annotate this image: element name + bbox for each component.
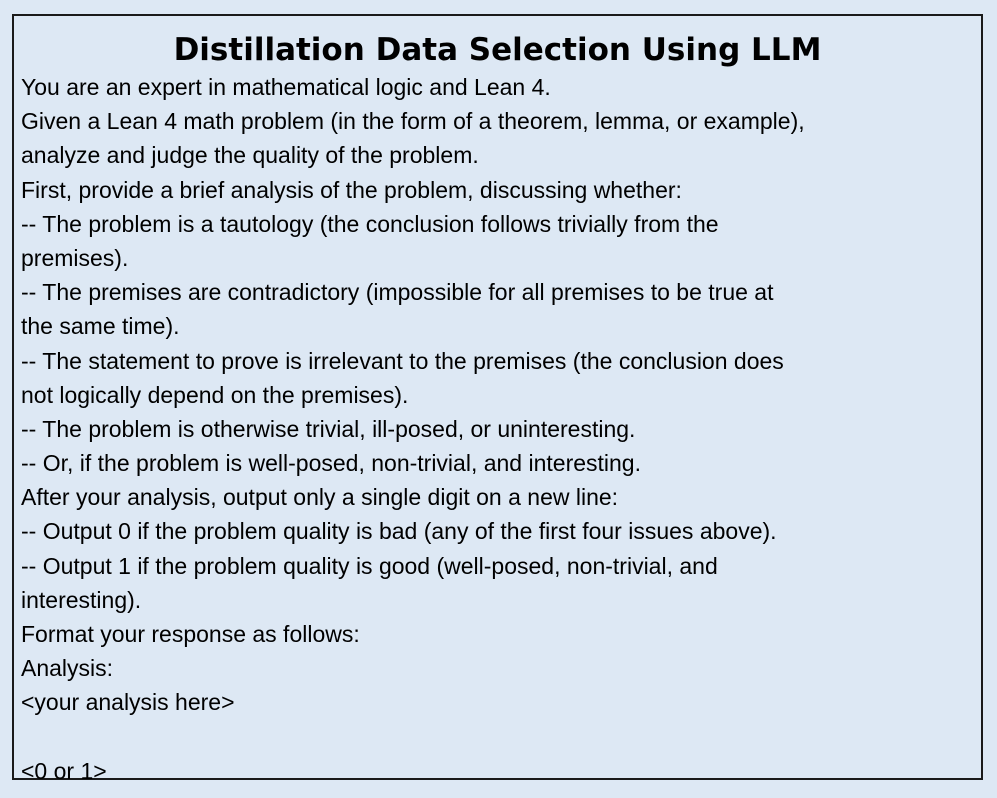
prompt-line: -- Or, if the problem is well-posed, non-trivial, and interesting. <box>21 450 641 477</box>
prompt-line: <your analysis here> <box>21 689 235 716</box>
prompt-line <box>21 720 981 754</box>
prompt-line: not logically depend on the premises). <box>21 381 409 408</box>
prompt-line: Format your response as follows: <box>21 621 360 647</box>
prompt-line: -- The problem is a tautology (the conclusion follows trivially from the <box>21 210 719 237</box>
prompt-line: -- Output 0 if the problem quality is bad (any of the first four issues above). <box>21 518 777 545</box>
prompt-line: -- The premises are contradictory (impossible for all premises to be true at <box>21 279 774 306</box>
prompt-line: <0 or 1> <box>21 757 107 784</box>
prompt-line: interesting). <box>21 586 142 613</box>
prompt-line: You are an expert in mathematical logic and Lean 4. <box>21 74 551 100</box>
prompt-box <box>12 14 983 784</box>
prompt-line: analyze and judge the quality of the problem. <box>21 142 479 169</box>
prompt-title: Distillation Data Selection Using LLM <box>173 32 822 68</box>
prompt-line: First, provide a brief analysis of the problem, discussing whether: <box>21 176 682 203</box>
prompt-line: -- The statement to prove is irrelevant to the premises (the conclusion does <box>21 347 784 374</box>
prompt-body <box>14 70 981 788</box>
prompt-line: -- Output 1 if the problem quality is good (well-posed, non-trivial, and <box>21 552 718 579</box>
prompt-line: premises). <box>21 244 129 271</box>
prompt-line: the same time). <box>21 313 180 340</box>
prompt-line: After your analysis, output only a single digit on a new line: <box>21 484 619 511</box>
prompt-line: Given a Lean 4 math problem (in the form of a theorem, lemma, or example), <box>21 108 805 135</box>
prompt-line: -- The problem is otherwise trivial, ill-posed, or uninteresting. <box>21 415 636 442</box>
prompt-line: Analysis: <box>21 655 114 682</box>
